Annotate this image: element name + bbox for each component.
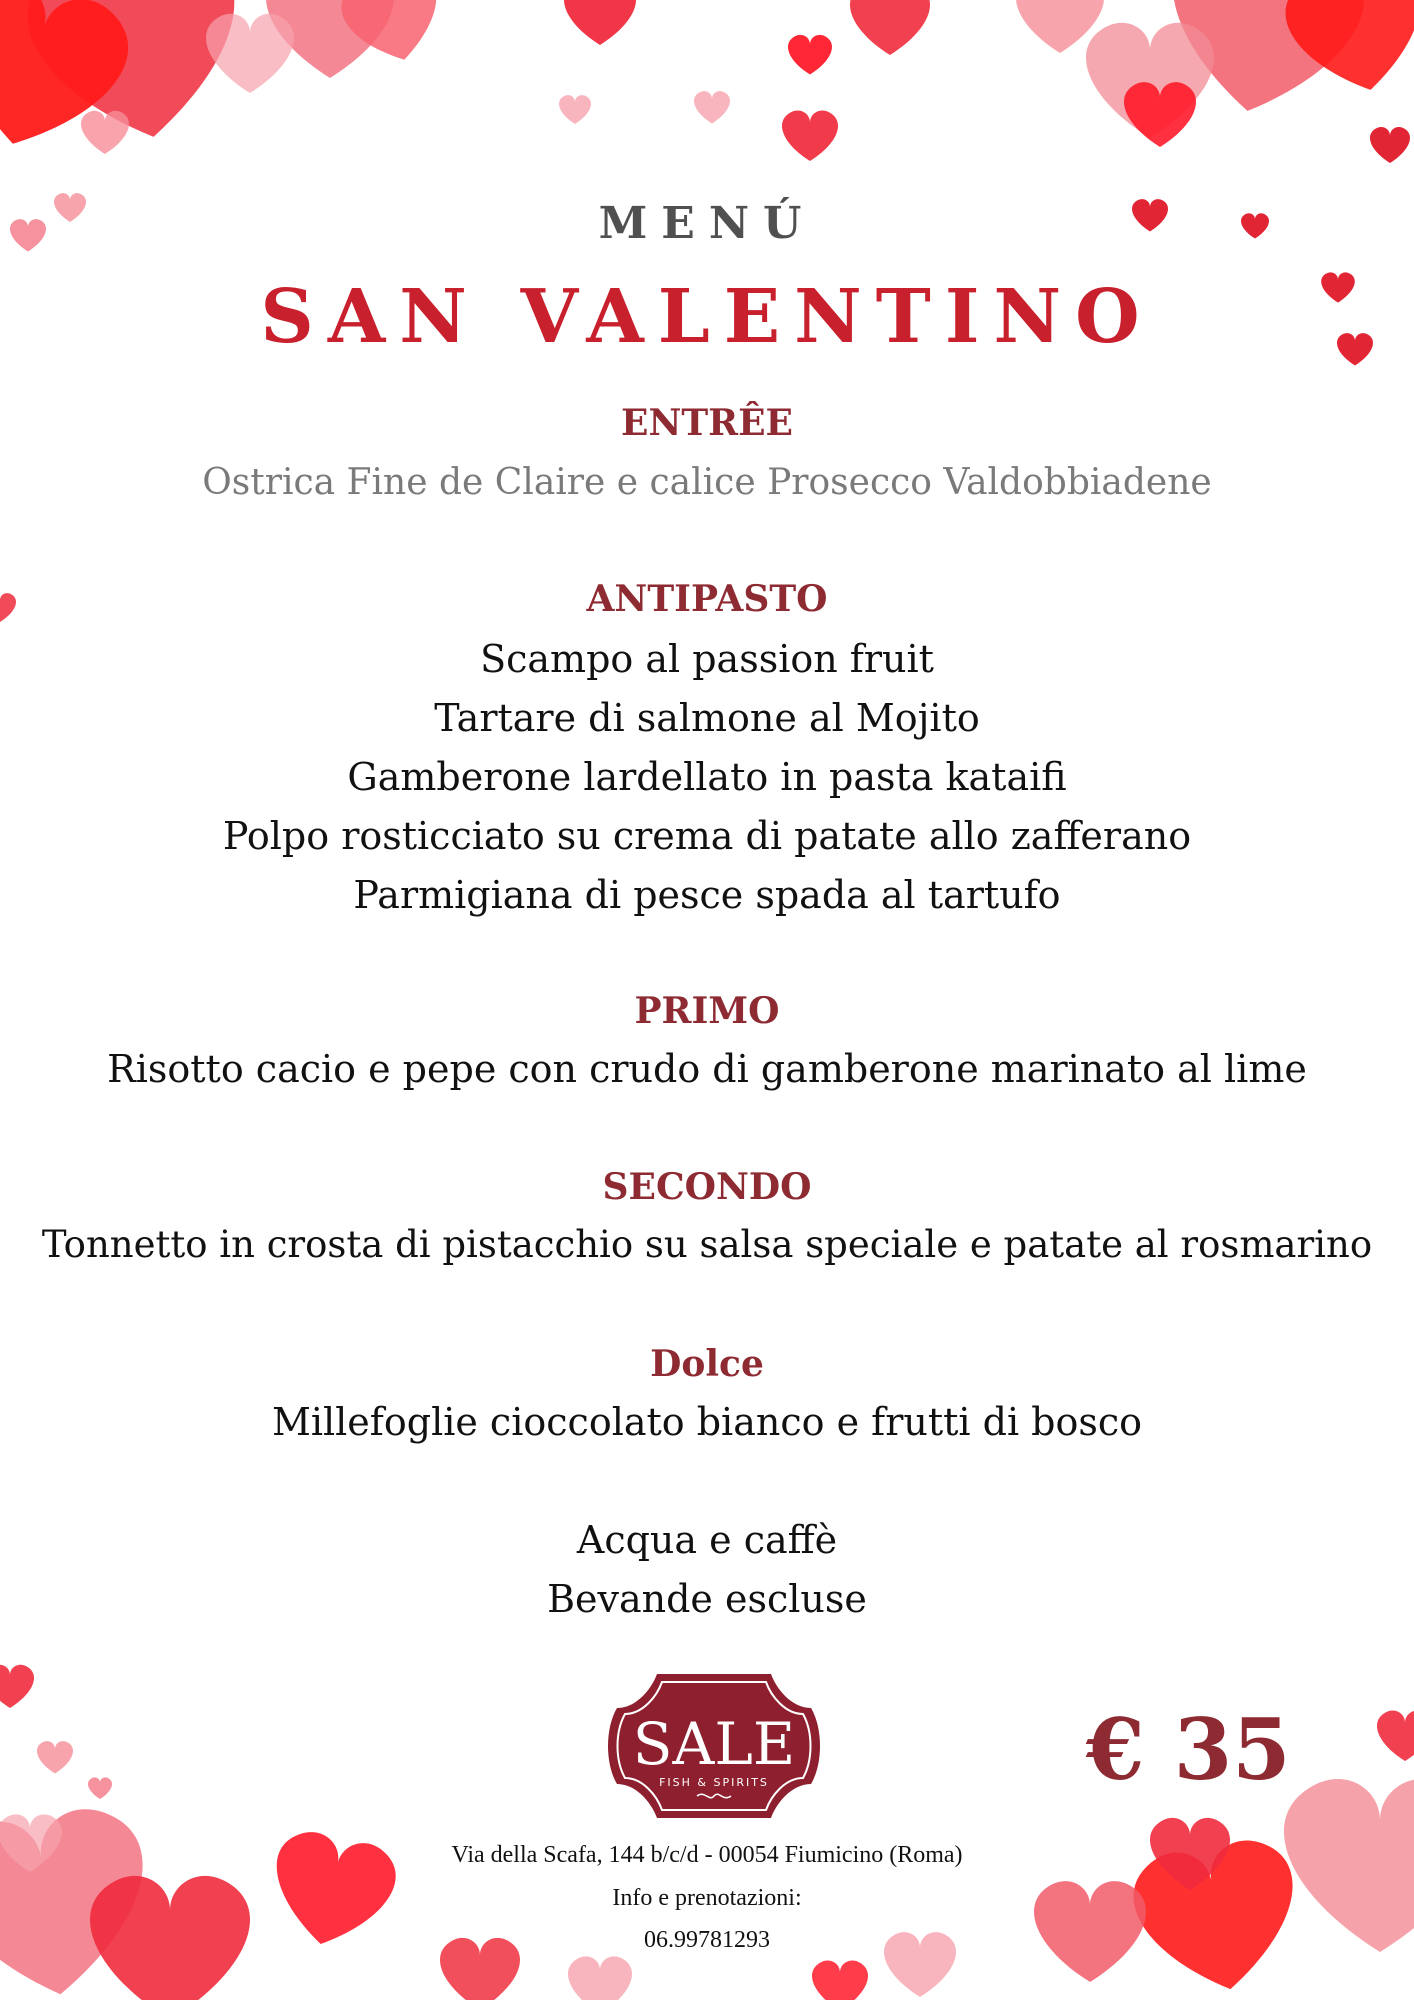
section-heading-secondo: SECONDO bbox=[602, 1166, 812, 1208]
phone-number[interactable]: 06.99781293 bbox=[644, 1927, 770, 1953]
menu-item: Polpo rosticciato su crema di patate allo zafferano bbox=[222, 814, 1192, 858]
logo-name: SALE bbox=[632, 1710, 796, 1778]
price: € 35 bbox=[1086, 1700, 1291, 1799]
menu-item: Parmigiana di pesce spada al tartufo bbox=[353, 873, 1061, 917]
address: Via della Scafa, 144 b/c/d - 00054 Fiumicino (Roma) bbox=[451, 1842, 963, 1868]
menu-item: Ostrica Fine de Claire e calice Prosecco Valdobbiadene bbox=[202, 462, 1212, 503]
section-heading-dolce: Dolce bbox=[650, 1343, 764, 1385]
menu-item: Scampo al passion fruit bbox=[480, 637, 934, 681]
extra-note: Bevande escluse bbox=[547, 1577, 867, 1621]
menu-item: Gamberone lardellato in pasta kataifi bbox=[347, 755, 1067, 799]
menu-item: Millefoglie cioccolato bianco e frutti di bosco bbox=[271, 1400, 1143, 1444]
logo-tagline: FISH & SPIRITS bbox=[659, 1776, 769, 1789]
restaurant-logo bbox=[597, 1668, 831, 1824]
section-heading-entree: ENTRÊE bbox=[621, 402, 793, 444]
menu-label: MENÚ bbox=[598, 198, 816, 249]
extra-note: Acqua e caffè bbox=[576, 1518, 838, 1562]
menu-item: Tartare di salmone al Mojito bbox=[434, 696, 980, 740]
page-title: SAN VALENTINO bbox=[260, 274, 1154, 360]
section-heading-antipasto: ANTIPASTO bbox=[586, 578, 828, 620]
menu-item: Tonnetto in crosta di pistacchio su salsa speciale e patate al rosmarino bbox=[41, 1223, 1373, 1266]
menu-item: Risotto cacio e pepe con crudo di gamberone marinato al lime bbox=[107, 1047, 1307, 1091]
info-label: Info e prenotazioni: bbox=[612, 1885, 802, 1911]
section-heading-primo: PRIMO bbox=[634, 990, 780, 1032]
